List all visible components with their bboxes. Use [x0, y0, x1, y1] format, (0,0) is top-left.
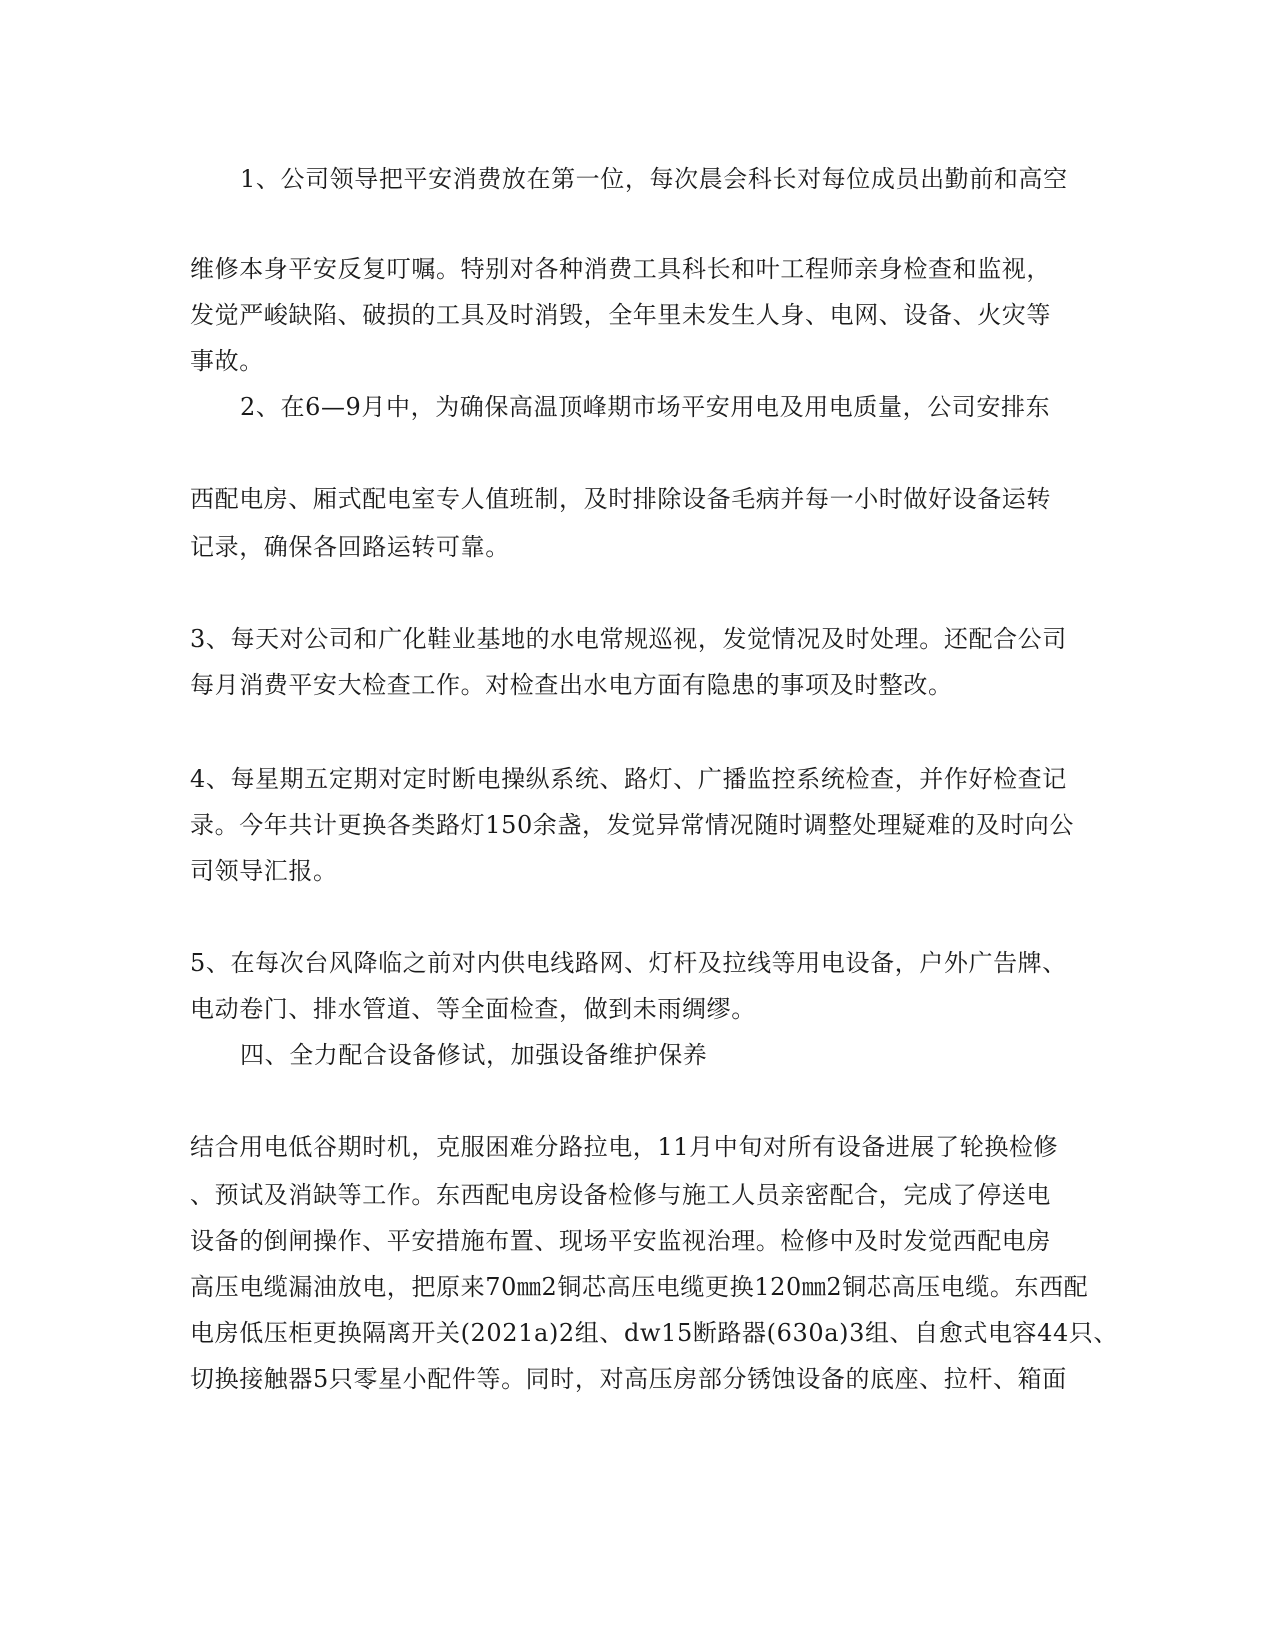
paragraph-line: 4、每星期五定期对定时断电操纵系统、路灯、广播监控系统检查，并作好检查记: [190, 765, 1067, 793]
paragraph-line: 电动卷门、排水管道、等全面检查，做到未雨绸缪。: [190, 995, 756, 1023]
paragraph-line: 、预试及消缺等工作。东西配电房设备检修与施工人员亲密配合，完成了停送电: [190, 1181, 1051, 1209]
paragraph-line: 电房低压柜更换隔离开关(2021a)2组、dw15断路器(630a)3组、自愈式电容44只、: [190, 1319, 1119, 1347]
paragraph-line: 西配电房、厢式配电室专人值班制，及时排除设备毛病并每一小时做好设备运转: [190, 485, 1051, 513]
paragraph-line: 高压电缆漏油放电，把原来70㎜2铜芯高压电缆更换120㎜2铜芯高压电缆。东西配: [190, 1273, 1089, 1301]
paragraph-line: 事故。: [190, 347, 264, 375]
paragraph-line: 每月消费平安大检查工作。对检查出水电方面有隐患的事项及时整改。: [190, 671, 953, 699]
paragraph-line: 维修本身平安反复叮嘱。特别对各种消费工具科长和叶工程师亲身检查和监视，: [190, 255, 1051, 283]
paragraph-line: 5、在每次台风降临之前对内供电线路网、灯杆及拉线等用电设备，户外广告牌、: [190, 949, 1067, 977]
paragraph-line: 切换接触器5只零星小配件等。同时，对高压房部分锈蚀设备的底座、拉杆、箱面: [190, 1365, 1067, 1393]
paragraph-line: 结合用电低谷期时机，克服困难分路拉电，11月中旬对所有设备进展了轮换检修: [190, 1133, 1059, 1161]
paragraph-line: 设备的倒闸操作、平安措施布置、现场平安监视治理。检修中及时发觉西配电房: [190, 1227, 1051, 1255]
paragraph-line: 录。今年共计更换各类路灯150余盏，发觉异常情况随时调整处理疑难的及时向公: [190, 811, 1075, 839]
paragraph-line: 司领导汇报。: [190, 857, 338, 885]
paragraph-line: 3、每天对公司和广化鞋业基地的水电常规巡视，发觉情况及时处理。还配合公司: [190, 625, 1067, 653]
paragraph-line: 1、公司领导把平安消费放在第一位，每次晨会科长对每位成员出勤前和高空: [240, 165, 1068, 193]
section-heading: 四、全力配合设备修试，加强设备维护保养: [240, 1041, 708, 1069]
paragraph-line: 发觉严峻缺陷、破损的工具及时消毁，全年里未发生人身、电网、设备、火灾等: [190, 301, 1051, 329]
paragraph-line: 记录，确保各回路运转可靠。: [190, 533, 510, 561]
paragraph-line: 2、在6—9月中，为确保高温顶峰期市场平安用电及用电质量，公司安排东: [240, 393, 1051, 421]
